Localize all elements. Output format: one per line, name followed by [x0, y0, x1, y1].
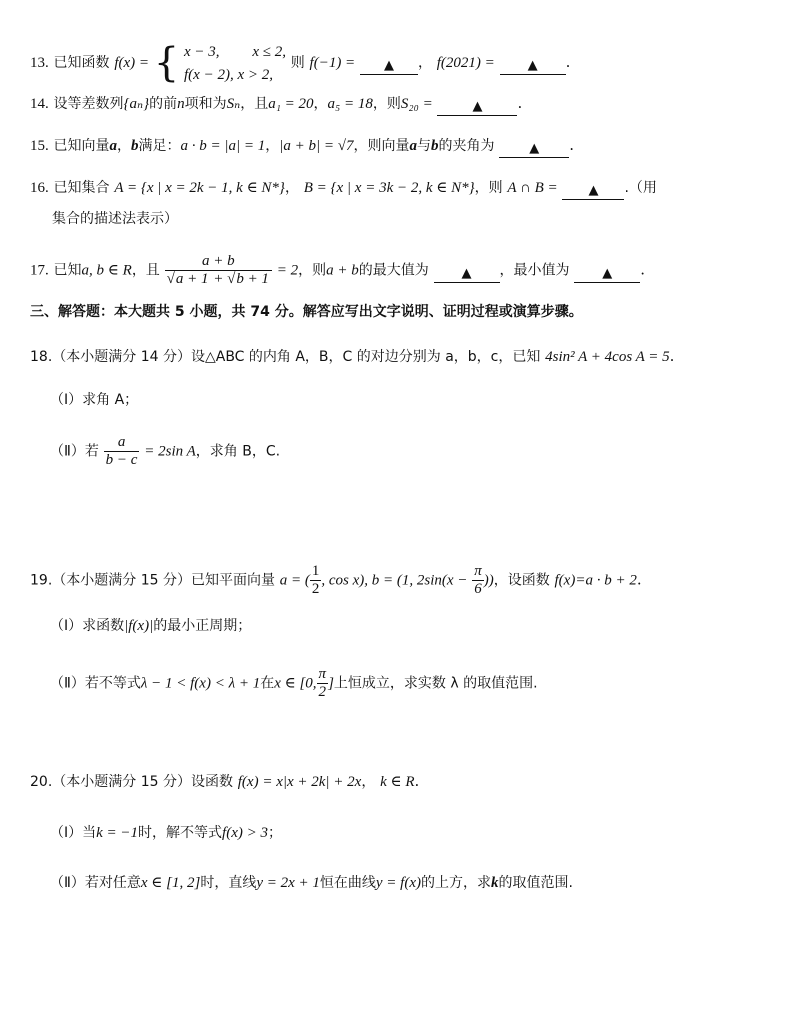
question-20-part-1 — [50, 822, 282, 843]
question-text: 与 — [417, 138, 432, 154]
question-text: 满足： — [138, 138, 181, 154]
period: . — [565, 53, 571, 71]
separator: ， — [417, 55, 432, 71]
question-18-part-1: （Ⅰ）求角 A； — [50, 392, 139, 408]
separator: ， — [361, 774, 376, 790]
case-2-expression: f(x − 2), x > 2, — [184, 67, 273, 83]
sqrt-content: b + 1 — [236, 271, 269, 287]
math-expression: )) — [483, 572, 494, 589]
question-text: 的最大值为 — [358, 262, 429, 279]
fraction — [104, 434, 140, 469]
triangle-icon: ▲ — [383, 58, 394, 73]
math-expression: f(x) > 3 — [222, 825, 268, 841]
question-text: 已知集合 — [53, 180, 110, 196]
question-19 — [30, 563, 642, 598]
fraction-numerator: π — [318, 666, 327, 682]
question-text: （Ⅰ）求函数 — [50, 618, 125, 634]
math-expression: = 2sin A — [144, 443, 196, 460]
question-text: 已知向量 — [53, 138, 110, 154]
question-text: 已知 — [53, 262, 82, 279]
left-brace-symbol: { — [153, 40, 180, 86]
math-expression: λ − 1 < f(x) < λ + 1 — [140, 675, 261, 692]
question-20-part-2 — [50, 872, 573, 893]
question-20 — [30, 771, 419, 792]
triangle-icon: ▲ — [588, 183, 599, 198]
question-number: 14. — [30, 96, 49, 112]
triangle-icon: ▲ — [602, 265, 613, 281]
question-text: 19.（本小题满分 15 分）已知平面向量 — [30, 572, 275, 589]
question-text: 时，直线 — [200, 875, 257, 891]
case-1-expression: x − 3, — [184, 44, 220, 60]
answer-blank[interactable] — [499, 139, 569, 158]
math-expression: a + b — [326, 262, 359, 279]
case-1-condition: x ≤ 2, — [252, 44, 286, 60]
period: . — [569, 136, 575, 154]
question-text: 已知函数 — [53, 55, 110, 71]
triangle-icon: ▲ — [461, 265, 472, 281]
question-text: 时，解不等式 — [138, 825, 223, 841]
math-expression: a₁ = 20 — [268, 96, 314, 112]
question-text: （Ⅱ）若不等式 — [50, 675, 141, 692]
fraction-denominator: 2 — [311, 581, 320, 597]
question-text: 的最小正周期； — [153, 618, 252, 634]
question-text: （Ⅰ）当 — [50, 825, 97, 841]
math-expression: , cos x), b = (1, 2sin(x − — [321, 572, 468, 589]
question-number: 16. — [30, 180, 49, 196]
answer-blank[interactable] — [562, 181, 624, 200]
question-text: 的前 — [149, 96, 178, 112]
question-text: 上恒成立，求实数 λ 的取值范围. — [333, 675, 538, 692]
math-expression: f(x) = x|x + 2k| + 2x — [237, 774, 362, 790]
math-expression: Sₙ — [226, 96, 241, 112]
set-b: B = {x | x = 3k − 2, k ∈ N*} — [303, 180, 475, 196]
math-expression: y = 2x + 1 — [256, 875, 320, 891]
fraction — [310, 563, 322, 598]
fraction-numerator: a — [117, 434, 126, 450]
fraction-numerator: 1 — [311, 563, 320, 579]
math-expression: a = ( — [279, 572, 310, 589]
math-expression: |f(x)| — [124, 618, 154, 634]
math-expression: x ∈ [0, — [274, 675, 317, 692]
period: . — [636, 570, 642, 589]
question-text: ， — [313, 96, 328, 112]
math-expression: a · b = |a| = 1 — [180, 138, 266, 154]
question-text: 的上方，求 — [421, 875, 491, 891]
question-text: ，设函数 — [493, 572, 550, 589]
math-expression: 4sin² A + 4cos A = 5 — [545, 349, 670, 365]
question-text: 20.（本小题满分 15 分）设函数 — [30, 774, 233, 790]
vector-a: a — [409, 138, 418, 154]
question-19-part-2 — [50, 666, 538, 701]
math-expression: n — [177, 96, 185, 112]
math-expression: A ∩ B = — [507, 180, 558, 196]
question-text: ，最小值为 — [499, 262, 570, 279]
fraction — [165, 253, 272, 288]
question-text: 项和为 — [184, 96, 227, 112]
question-14 — [30, 93, 522, 116]
answer-blank[interactable] — [500, 56, 566, 75]
math-expression: y = f(x) — [375, 875, 421, 891]
question-text: ， — [265, 138, 280, 154]
vector-b: b — [131, 138, 139, 154]
question-19-part-1 — [50, 615, 251, 636]
question-text: ， — [117, 138, 132, 154]
answer-blank[interactable] — [434, 264, 500, 283]
math-expression: k — [491, 875, 499, 891]
math-expression: k = −1 — [96, 825, 139, 841]
question-text: 18.（本小题满分 14 分）设△ABC 的内角 A，B，C 的对边分别为 a，b，c，已知 — [30, 349, 541, 365]
fraction-numerator: a + b — [201, 253, 235, 269]
math-expression: {aₙ} — [123, 96, 150, 112]
math-expression: = 2 — [276, 262, 299, 279]
question-text: ，求角 B，C. — [195, 443, 281, 460]
question-15 — [30, 135, 574, 158]
triangle-icon: ▲ — [472, 99, 483, 114]
question-number: 17. — [30, 262, 49, 279]
fraction-denominator: √a + 1 + √b + 1 — [165, 270, 272, 288]
question-16-continuation: 集合的描述法表示） — [52, 211, 178, 227]
set-a: A = {x | x = 2k − 1, k ∈ N*} — [114, 180, 285, 196]
fraction-denominator: 6 — [472, 580, 484, 598]
question-17 — [30, 253, 645, 288]
fraction-denominator: b − c — [105, 452, 138, 468]
vector-a: a — [109, 138, 118, 154]
question-text: （Ⅱ）若 — [50, 443, 99, 460]
math-expression: |a + b| = √7 — [279, 138, 354, 154]
period: . — [414, 772, 420, 790]
period: . — [640, 260, 646, 279]
question-text: ，则 — [298, 262, 327, 279]
fraction-numerator: π — [474, 563, 482, 579]
math-expression: k ∈ R — [380, 774, 415, 790]
fraction — [317, 666, 329, 701]
vector-b: b — [431, 138, 439, 154]
question-number: 15. — [30, 138, 49, 154]
question-text: ，则 — [474, 180, 503, 196]
question-text: ； — [267, 825, 282, 841]
math-expression: x ∈ [1, 2] — [140, 875, 201, 891]
answer-blank[interactable] — [574, 264, 640, 283]
section-heading: 三、解答题：本大题共 5 小题，共 74 分。解答应写出文字说明、证明过程或演算步骤。 — [30, 304, 583, 320]
math-expression: S₂₀ = — [400, 96, 433, 112]
question-text: .（用 — [624, 180, 657, 196]
math-expression: a₅ = 18 — [327, 96, 373, 112]
math-expression: f(2021) = — [436, 55, 495, 71]
question-13 — [30, 40, 570, 86]
question-text: ，则 — [372, 96, 401, 112]
math-expression: a, b ∈ R — [81, 262, 132, 279]
answer-blank[interactable] — [360, 56, 418, 75]
math-expression: f(x)=a · b + 2 — [554, 572, 637, 589]
math-expression: ] — [328, 675, 334, 692]
math-expression: f(x) = — [114, 55, 149, 71]
question-text: 的夹角为 — [438, 138, 495, 154]
question-text: 设等差数列 — [53, 96, 124, 112]
question-text: ，且 — [131, 262, 160, 279]
sqrt-content: a + 1 — [175, 271, 209, 287]
question-16 — [30, 177, 657, 200]
question-18-part-2 — [50, 434, 280, 469]
question-18 — [30, 346, 674, 367]
question-text: ，且 — [240, 96, 269, 112]
question-number: 13. — [30, 55, 49, 71]
question-text: 的取值范围. — [498, 875, 573, 891]
question-text: 在 — [260, 675, 275, 692]
fraction-denominator: 2 — [317, 683, 329, 701]
question-text: 恒在曲线 — [319, 875, 376, 891]
triangle-icon: ▲ — [529, 141, 540, 156]
period: . — [669, 347, 675, 365]
piecewise-cases — [184, 40, 286, 86]
fraction — [472, 563, 484, 598]
question-text: ，则向量 — [353, 138, 410, 154]
period: . — [517, 94, 523, 112]
question-text: 则 — [290, 55, 305, 71]
question-text: （Ⅱ）若对任意 — [50, 875, 141, 891]
question-text: ， — [284, 180, 299, 196]
plus-sign: + — [213, 271, 224, 287]
answer-blank[interactable] — [437, 97, 517, 116]
math-expression: f(−1) = — [309, 55, 356, 71]
triangle-icon: ▲ — [527, 58, 538, 73]
